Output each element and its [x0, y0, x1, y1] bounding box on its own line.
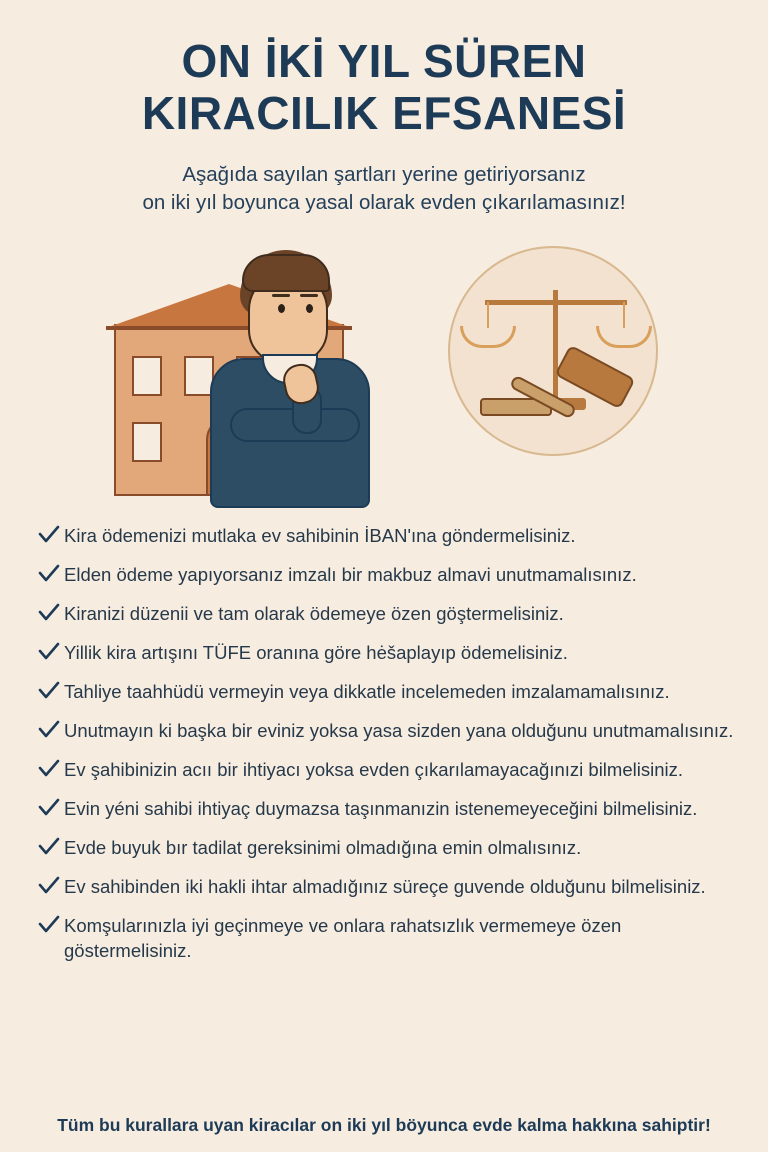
list-item	[38, 797, 734, 822]
check-icon	[38, 681, 64, 705]
check-icon	[38, 915, 64, 939]
check-icon	[38, 798, 64, 822]
list-item-text: Evde buyuk bır tadilat gereksinimi olmadığına emin olmalısınız.	[64, 836, 582, 858]
check-icon	[38, 603, 64, 627]
list-item-text: Kiranizi düzenii ve tam olarak ödemeye özen göştermelisiniz.	[64, 602, 564, 624]
list-item	[38, 914, 734, 964]
footer-note: Tüm bu kurallara uyan kiracılar on iki yıl böyunca evde kalma hakkına sahiptir!	[57, 1115, 711, 1135]
list-item-text: Unutmayın ki başka bir eviniz yoksa yasa sizden yana olduğunu unutmamalısınız.	[64, 719, 734, 741]
check-icon	[38, 642, 64, 666]
list-item	[38, 524, 734, 549]
list-item-text: Ev sahibinden iki hakli ihtar almadığınız süreçe guvende olduğunu bilmelisiniz.	[64, 875, 706, 897]
title-line-1: ON İKİ YIL SÜREN	[181, 35, 587, 87]
list-item	[38, 836, 734, 861]
list-item	[38, 680, 734, 705]
list-item-text: Tahliye taahhüdü vermeyin veya dikkatle incelemeden imzalamamalısınız.	[64, 680, 670, 702]
list-item-text: Kira ödemenizi mutlaka ev sahibinin İBAN'ına göndermelisiniz.	[64, 524, 576, 546]
check-icon	[38, 720, 64, 744]
list-item	[38, 602, 734, 627]
thinking-man-icon	[184, 246, 414, 506]
list-item	[38, 719, 734, 744]
check-icon	[38, 837, 64, 861]
title-line-2: KIRACILIK EFSANESİ	[141, 86, 627, 139]
subtitle-line-1: Aşağıda sayılan şartları yerine getiriyorsanız	[182, 163, 586, 187]
conditions-list	[0, 524, 768, 964]
hero-illustration	[104, 236, 664, 506]
list-item-text: Ev şahibinizin acıı bir ihtiyacı yoksa evden çıkarılamayacağınızi bilmelisiniz.	[64, 758, 683, 780]
list-item	[38, 563, 734, 588]
list-item-text: Komşularınızla iyi geçinmeye ve onlara rahatsızlık vermemeye özen göstermelisiniz.	[64, 914, 622, 961]
check-icon	[38, 525, 64, 549]
check-icon	[38, 759, 64, 783]
scales-and-gavel-icon	[448, 246, 658, 456]
list-item-text: Evin yéni sahibi ihtiyaç duymazsa taşınmanızin istenemeyeceğini bilmelisiniz.	[64, 797, 698, 819]
list-item	[38, 641, 734, 666]
list-item	[38, 875, 734, 900]
page-title	[0, 0, 768, 139]
check-icon	[38, 876, 64, 900]
list-item-text: Yillik kira artışını TÜFE oranına göre hėšaplayıp ödemelisiniz.	[64, 641, 568, 663]
list-item	[38, 758, 734, 783]
list-item-text: Elden ödeme yapıyorsanız imzalı bir makbuz almavi unutmamalısınız.	[64, 563, 637, 585]
subtitle	[0, 161, 768, 218]
subtitle-line-2: on iki yıl boyunca yasal olarak evden çıkarılamasınız!	[142, 191, 626, 215]
check-icon	[38, 564, 64, 588]
